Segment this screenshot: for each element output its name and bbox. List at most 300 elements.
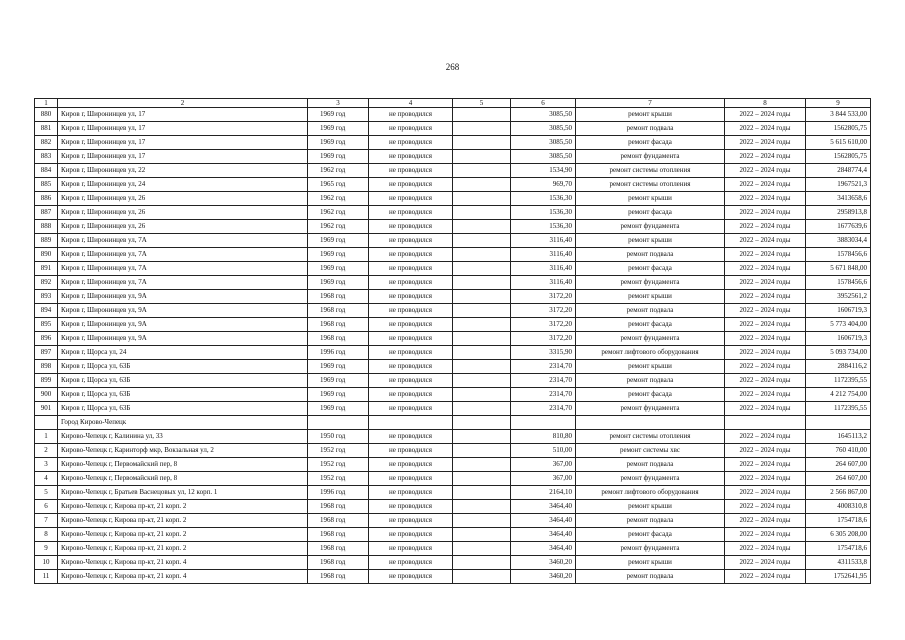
cell-area (511, 416, 576, 430)
cell-row-number: 884 (35, 164, 58, 178)
cell-build-year: 1968 год (308, 528, 369, 542)
cell-empty-cell (453, 458, 511, 472)
cell-row-number: 8 (35, 528, 58, 542)
cell-period: 2022 – 2024 годы (725, 360, 806, 374)
cell-work-type: ремонт фундамента (576, 220, 725, 234)
cell-address: Киров г, Широнинцев ул, 26 (58, 220, 308, 234)
cell-period: 2022 – 2024 годы (725, 164, 806, 178)
cell-empty-cell (453, 192, 511, 206)
cell-empty-cell (453, 122, 511, 136)
cell-build-year: 1996 год (308, 486, 369, 500)
cell-last-repair: не проводился (369, 108, 453, 122)
cell-row-number: 899 (35, 374, 58, 388)
cell-last-repair: не проводился (369, 500, 453, 514)
cell-work-type: ремонт подвала (576, 570, 725, 584)
cell-work-type: ремонт подвала (576, 374, 725, 388)
cell-work-type: ремонт фундамента (576, 402, 725, 416)
cell-last-repair: не проводился (369, 206, 453, 220)
cell-work-type: ремонт фасада (576, 388, 725, 402)
cell-area: 3464,40 (511, 542, 576, 556)
cell-area: 3116,40 (511, 262, 576, 276)
cell-last-repair: не проводился (369, 276, 453, 290)
cell-work-type: ремонт системы отопления (576, 430, 725, 444)
cell-address: Кирово-Чепецк г, Кирова пр-кт, 21 корп. 4 (58, 570, 308, 584)
cell-empty-cell (453, 290, 511, 304)
table-row (35, 192, 871, 206)
cell-row-number: 882 (35, 136, 58, 150)
cell-period: 2022 – 2024 годы (725, 542, 806, 556)
cell-area: 1534,90 (511, 164, 576, 178)
table-row (35, 304, 871, 318)
table-row (35, 108, 871, 122)
table-row (35, 570, 871, 584)
cell-cost: 2958913,8 (806, 206, 871, 220)
cell-row-number: 2 (35, 444, 58, 458)
cell-cost (806, 416, 871, 430)
cell-build-year: 1968 год (308, 556, 369, 570)
cell-build-year: 1969 год (308, 262, 369, 276)
cell-cost: 1578456,6 (806, 248, 871, 262)
cell-last-repair: не проводился (369, 262, 453, 276)
cell-address: Киров г, Широнинцев ул, 24 (58, 178, 308, 192)
cell-address: Киров г, Щорса ул, 63Б (58, 388, 308, 402)
cell-cost: 5 773 404,00 (806, 318, 871, 332)
cell-work-type: ремонт системы отопления (576, 178, 725, 192)
cell-period: 2022 – 2024 годы (725, 136, 806, 150)
cell-build-year: 1969 год (308, 360, 369, 374)
cell-work-type: ремонт подвала (576, 304, 725, 318)
column-number-1: 1 (35, 99, 58, 108)
cell-address: Кирово-Чепецк г, Первомайский пер, 8 (58, 458, 308, 472)
cell-build-year: 1952 год (308, 458, 369, 472)
cell-cost: 1645113,2 (806, 430, 871, 444)
cell-address: Киров г, Щорса ул, 63Б (58, 402, 308, 416)
cell-period: 2022 – 2024 годы (725, 402, 806, 416)
cell-row-number: 1 (35, 430, 58, 444)
cell-address: Киров г, Широнинцев ул, 17 (58, 136, 308, 150)
cell-period: 2022 – 2024 годы (725, 374, 806, 388)
cell-build-year: 1969 год (308, 374, 369, 388)
table-row (35, 178, 871, 192)
cell-last-repair: не проводился (369, 486, 453, 500)
cell-empty-cell (453, 416, 511, 430)
cell-build-year: 1965 год (308, 178, 369, 192)
cell-address: Киров г, Широнинцев ул, 26 (58, 206, 308, 220)
cell-address: Киров г, Широнинцев ул, 7А (58, 276, 308, 290)
cell-empty-cell (453, 276, 511, 290)
cell-row-number: 5 (35, 486, 58, 500)
cell-row-number: 881 (35, 122, 58, 136)
cell-period: 2022 – 2024 годы (725, 388, 806, 402)
cell-period (725, 416, 806, 430)
cell-last-repair: не проводился (369, 248, 453, 262)
cell-work-type (576, 416, 725, 430)
cell-work-type: ремонт крыши (576, 234, 725, 248)
cell-empty-cell (453, 332, 511, 346)
cell-address: Кирово-Чепецк г, Кирова пр-кт, 21 корп. 2 (58, 528, 308, 542)
table-row (35, 556, 871, 570)
cell-period: 2022 – 2024 годы (725, 108, 806, 122)
cell-cost: 1562805,75 (806, 150, 871, 164)
cell-area: 810,80 (511, 430, 576, 444)
cell-row-number: 894 (35, 304, 58, 318)
cell-work-type: ремонт фундамента (576, 150, 725, 164)
cell-row-number: 893 (35, 290, 58, 304)
cell-last-repair: не проводился (369, 178, 453, 192)
cell-row-number: 885 (35, 178, 58, 192)
table-row (35, 318, 871, 332)
cell-area: 3116,40 (511, 234, 576, 248)
cell-period: 2022 – 2024 годы (725, 486, 806, 500)
cell-last-repair: не проводился (369, 458, 453, 472)
cell-empty-cell (453, 150, 511, 164)
cell-last-repair: не проводился (369, 290, 453, 304)
column-number-5: 5 (453, 99, 511, 108)
cell-period: 2022 – 2024 годы (725, 318, 806, 332)
table-row (35, 122, 871, 136)
cell-address: Киров г, Щорса ул, 24 (58, 346, 308, 360)
cell-row-number: 888 (35, 220, 58, 234)
cell-row-number: 896 (35, 332, 58, 346)
cell-cost: 4008310,8 (806, 500, 871, 514)
cell-work-type: ремонт крыши (576, 192, 725, 206)
cell-last-repair: не проводился (369, 192, 453, 206)
cell-cost: 1606719,3 (806, 332, 871, 346)
column-number-9: 9 (806, 99, 871, 108)
cell-last-repair: не проводился (369, 150, 453, 164)
cell-area: 2164,10 (511, 486, 576, 500)
cell-last-repair: не проводился (369, 374, 453, 388)
cell-area: 3464,40 (511, 514, 576, 528)
cell-area: 2314,70 (511, 374, 576, 388)
cell-work-type: ремонт подвала (576, 458, 725, 472)
table-row (35, 458, 871, 472)
cell-last-repair: не проводился (369, 444, 453, 458)
cell-build-year: 1969 год (308, 150, 369, 164)
cell-work-type: ремонт крыши (576, 556, 725, 570)
cell-work-type: ремонт крыши (576, 108, 725, 122)
column-number-7: 7 (576, 99, 725, 108)
cell-cost: 2884116,2 (806, 360, 871, 374)
cell-cost: 6 305 208,00 (806, 528, 871, 542)
cell-empty-cell (453, 542, 511, 556)
cell-empty-cell (453, 304, 511, 318)
cell-area: 3085,50 (511, 136, 576, 150)
cell-build-year: 1968 год (308, 570, 369, 584)
table-row (35, 360, 871, 374)
cell-area: 3315,90 (511, 346, 576, 360)
cell-area: 3464,40 (511, 528, 576, 542)
cell-build-year: 1968 год (308, 318, 369, 332)
cell-build-year: 1969 год (308, 248, 369, 262)
cell-build-year: 1968 год (308, 500, 369, 514)
table-row (35, 374, 871, 388)
cell-period: 2022 – 2024 годы (725, 122, 806, 136)
cell-build-year: 1952 год (308, 472, 369, 486)
capital-repair-table (34, 98, 871, 584)
cell-last-repair: не проводился (369, 402, 453, 416)
cell-build-year (308, 416, 369, 430)
cell-work-type: ремонт подвала (576, 248, 725, 262)
cell-empty-cell (453, 220, 511, 234)
cell-cost: 1967521,3 (806, 178, 871, 192)
cell-last-repair: не проводился (369, 570, 453, 584)
cell-address: Кирово-Чепецк г, Кирова пр-кт, 21 корп. 2 (58, 514, 308, 528)
cell-address: Кирово-Чепецк г, Калинина ул, 33 (58, 430, 308, 444)
cell-row-number: 880 (35, 108, 58, 122)
cell-period: 2022 – 2024 годы (725, 234, 806, 248)
cell-cost: 264 607,00 (806, 472, 871, 486)
cell-cost: 2848774,4 (806, 164, 871, 178)
cell-address: Киров г, Широнинцев ул, 9А (58, 304, 308, 318)
cell-work-type: ремонт крыши (576, 360, 725, 374)
table-row (35, 164, 871, 178)
cell-build-year: 1968 год (308, 514, 369, 528)
cell-cost: 1606719,3 (806, 304, 871, 318)
cell-last-repair: не проводился (369, 472, 453, 486)
cell-cost: 1578456,6 (806, 276, 871, 290)
cell-last-repair: не проводился (369, 514, 453, 528)
cell-empty-cell (453, 374, 511, 388)
cell-work-type: ремонт фасада (576, 206, 725, 220)
cell-address: Киров г, Щорса ул, 63Б (58, 374, 308, 388)
table-row (35, 402, 871, 416)
cell-area: 3464,40 (511, 500, 576, 514)
cell-address: Киров г, Широнинцев ул, 7А (58, 262, 308, 276)
cell-build-year: 1996 год (308, 346, 369, 360)
table-row (35, 346, 871, 360)
cell-empty-cell (453, 346, 511, 360)
table-row (35, 528, 871, 542)
cell-last-repair: не проводился (369, 234, 453, 248)
cell-work-type: ремонт крыши (576, 500, 725, 514)
cell-row-number: 900 (35, 388, 58, 402)
cell-work-type: ремонт фундамента (576, 332, 725, 346)
cell-period: 2022 – 2024 годы (725, 430, 806, 444)
cell-work-type: ремонт крыши (576, 290, 725, 304)
cell-address: Киров г, Широнинцев ул, 17 (58, 150, 308, 164)
cell-period: 2022 – 2024 годы (725, 290, 806, 304)
cell-empty-cell (453, 528, 511, 542)
cell-build-year: 1968 год (308, 290, 369, 304)
cell-last-repair: не проводился (369, 164, 453, 178)
cell-work-type: ремонт фундамента (576, 276, 725, 290)
column-number-6: 6 (511, 99, 576, 108)
cell-row-number: 887 (35, 206, 58, 220)
cell-period: 2022 – 2024 годы (725, 514, 806, 528)
cell-area: 3116,40 (511, 248, 576, 262)
cell-build-year: 1969 год (308, 276, 369, 290)
cell-area: 2314,70 (511, 360, 576, 374)
cell-work-type: ремонт лифтового оборудования (576, 486, 725, 500)
cell-row-number: 889 (35, 234, 58, 248)
cell-work-type: ремонт лифтового оборудования (576, 346, 725, 360)
cell-area: 3116,40 (511, 276, 576, 290)
cell-last-repair: не проводился (369, 430, 453, 444)
cell-area: 2314,70 (511, 402, 576, 416)
cell-cost: 1752641,95 (806, 570, 871, 584)
cell-period: 2022 – 2024 годы (725, 346, 806, 360)
cell-address: Киров г, Широнинцев ул, 9А (58, 318, 308, 332)
cell-address: Кирово-Чепецк г, Первомайский пер, 8 (58, 472, 308, 486)
cell-empty-cell (453, 360, 511, 374)
cell-area: 1536,30 (511, 192, 576, 206)
table-row (35, 206, 871, 220)
cell-work-type: ремонт фасада (576, 318, 725, 332)
cell-work-type: ремонт подвала (576, 514, 725, 528)
cell-area: 3172,20 (511, 318, 576, 332)
cell-area: 510,00 (511, 444, 576, 458)
cell-empty-cell (453, 514, 511, 528)
cell-empty-cell (453, 570, 511, 584)
cell-build-year: 1969 год (308, 122, 369, 136)
cell-cost: 3 844 533,00 (806, 108, 871, 122)
cell-build-year: 1962 год (308, 206, 369, 220)
cell-row-number: 6 (35, 500, 58, 514)
cell-empty-cell (453, 444, 511, 458)
cell-area: 969,70 (511, 178, 576, 192)
cell-row-number: 901 (35, 402, 58, 416)
cell-area: 367,00 (511, 472, 576, 486)
cell-row-number: 895 (35, 318, 58, 332)
table-row (35, 332, 871, 346)
cell-area: 3172,20 (511, 304, 576, 318)
cell-last-repair (369, 416, 453, 430)
cell-period: 2022 – 2024 годы (725, 192, 806, 206)
cell-work-type: ремонт системы хвс (576, 444, 725, 458)
cell-build-year: 1969 год (308, 402, 369, 416)
cell-last-repair: не проводился (369, 332, 453, 346)
cell-period: 2022 – 2024 годы (725, 332, 806, 346)
table-row (35, 150, 871, 164)
cell-address: Город Кирово-Чепецк (58, 416, 308, 430)
cell-build-year: 1952 год (308, 444, 369, 458)
cell-empty-cell (453, 318, 511, 332)
cell-work-type: ремонт фасада (576, 528, 725, 542)
cell-last-repair: не проводился (369, 122, 453, 136)
cell-cost: 3883034,4 (806, 234, 871, 248)
cell-period: 2022 – 2024 годы (725, 528, 806, 542)
table-row (35, 262, 871, 276)
cell-address: Кирово-Чепецк г, Каринторф мкр, Вокзальная ул, 2 (58, 444, 308, 458)
table-row (35, 416, 871, 430)
cell-area: 3172,20 (511, 332, 576, 346)
cell-address: Киров г, Широнинцев ул, 17 (58, 122, 308, 136)
cell-cost: 5 093 734,00 (806, 346, 871, 360)
page-number: 268 (445, 62, 460, 72)
cell-last-repair: не проводился (369, 528, 453, 542)
cell-empty-cell (453, 108, 511, 122)
cell-address: Киров г, Широнинцев ул, 22 (58, 164, 308, 178)
cell-period: 2022 – 2024 годы (725, 444, 806, 458)
cell-empty-cell (453, 500, 511, 514)
table-row (35, 136, 871, 150)
cell-empty-cell (453, 234, 511, 248)
cell-cost: 1172395,55 (806, 402, 871, 416)
cell-period: 2022 – 2024 годы (725, 220, 806, 234)
cell-work-type: ремонт фасада (576, 136, 725, 150)
cell-empty-cell (453, 178, 511, 192)
cell-row-number: 886 (35, 192, 58, 206)
cell-cost: 760 410,00 (806, 444, 871, 458)
table-row (35, 276, 871, 290)
cell-period: 2022 – 2024 годы (725, 262, 806, 276)
cell-cost: 3952561,2 (806, 290, 871, 304)
cell-row-number: 890 (35, 248, 58, 262)
cell-row-number: 7 (35, 514, 58, 528)
cell-work-type: ремонт подвала (576, 122, 725, 136)
cell-cost: 2 566 867,00 (806, 486, 871, 500)
cell-empty-cell (453, 486, 511, 500)
cell-cost: 4311533,8 (806, 556, 871, 570)
cell-address: Киров г, Широнинцев ул, 7А (58, 248, 308, 262)
table-row (35, 290, 871, 304)
cell-build-year: 1968 год (308, 304, 369, 318)
cell-work-type: ремонт фундамента (576, 542, 725, 556)
table-row (35, 472, 871, 486)
cell-build-year: 1969 год (308, 388, 369, 402)
cell-period: 2022 – 2024 годы (725, 304, 806, 318)
cell-period: 2022 – 2024 годы (725, 556, 806, 570)
column-number-8: 8 (725, 99, 806, 108)
cell-row-number: 898 (35, 360, 58, 374)
column-number-3: 3 (308, 99, 369, 108)
cell-work-type: ремонт фасада (576, 262, 725, 276)
cell-empty-cell (453, 164, 511, 178)
cell-row-number: 3 (35, 458, 58, 472)
cell-address: Киров г, Широнинцев ул, 26 (58, 192, 308, 206)
cell-build-year: 1969 год (308, 136, 369, 150)
cell-row-number: 891 (35, 262, 58, 276)
cell-area: 3085,50 (511, 108, 576, 122)
column-number-2: 2 (58, 99, 308, 108)
cell-last-repair: не проводился (369, 346, 453, 360)
table-row (35, 430, 871, 444)
cell-last-repair: не проводился (369, 360, 453, 374)
cell-area: 3085,50 (511, 122, 576, 136)
cell-build-year: 1962 год (308, 192, 369, 206)
cell-empty-cell (453, 206, 511, 220)
cell-cost: 1754718,6 (806, 542, 871, 556)
cell-cost: 264 607,00 (806, 458, 871, 472)
cell-last-repair: не проводился (369, 136, 453, 150)
cell-address: Киров г, Широнинцев ул, 9А (58, 290, 308, 304)
table-row (35, 486, 871, 500)
cell-area: 367,00 (511, 458, 576, 472)
cell-address: Кирово-Чепецк г, Кирова пр-кт, 21 корп. 2 (58, 500, 308, 514)
cell-last-repair: не проводился (369, 542, 453, 556)
cell-area: 3460,20 (511, 570, 576, 584)
cell-row-number: 11 (35, 570, 58, 584)
cell-cost: 5 615 610,00 (806, 136, 871, 150)
cell-build-year: 1969 год (308, 234, 369, 248)
cell-empty-cell (453, 136, 511, 150)
cell-area: 3172,20 (511, 290, 576, 304)
cell-empty-cell (453, 388, 511, 402)
cell-period: 2022 – 2024 годы (725, 500, 806, 514)
cell-period: 2022 – 2024 годы (725, 458, 806, 472)
cell-row-number: 10 (35, 556, 58, 570)
cell-address: Кирово-Чепецк г, Кирова пр-кт, 21 корп. 4 (58, 556, 308, 570)
cell-build-year: 1968 год (308, 332, 369, 346)
cell-cost: 1754718,6 (806, 514, 871, 528)
cell-last-repair: не проводился (369, 318, 453, 332)
table-row (35, 220, 871, 234)
cell-area: 3085,50 (511, 150, 576, 164)
table-row (35, 444, 871, 458)
cell-last-repair: не проводился (369, 388, 453, 402)
cell-cost: 4 212 754,00 (806, 388, 871, 402)
